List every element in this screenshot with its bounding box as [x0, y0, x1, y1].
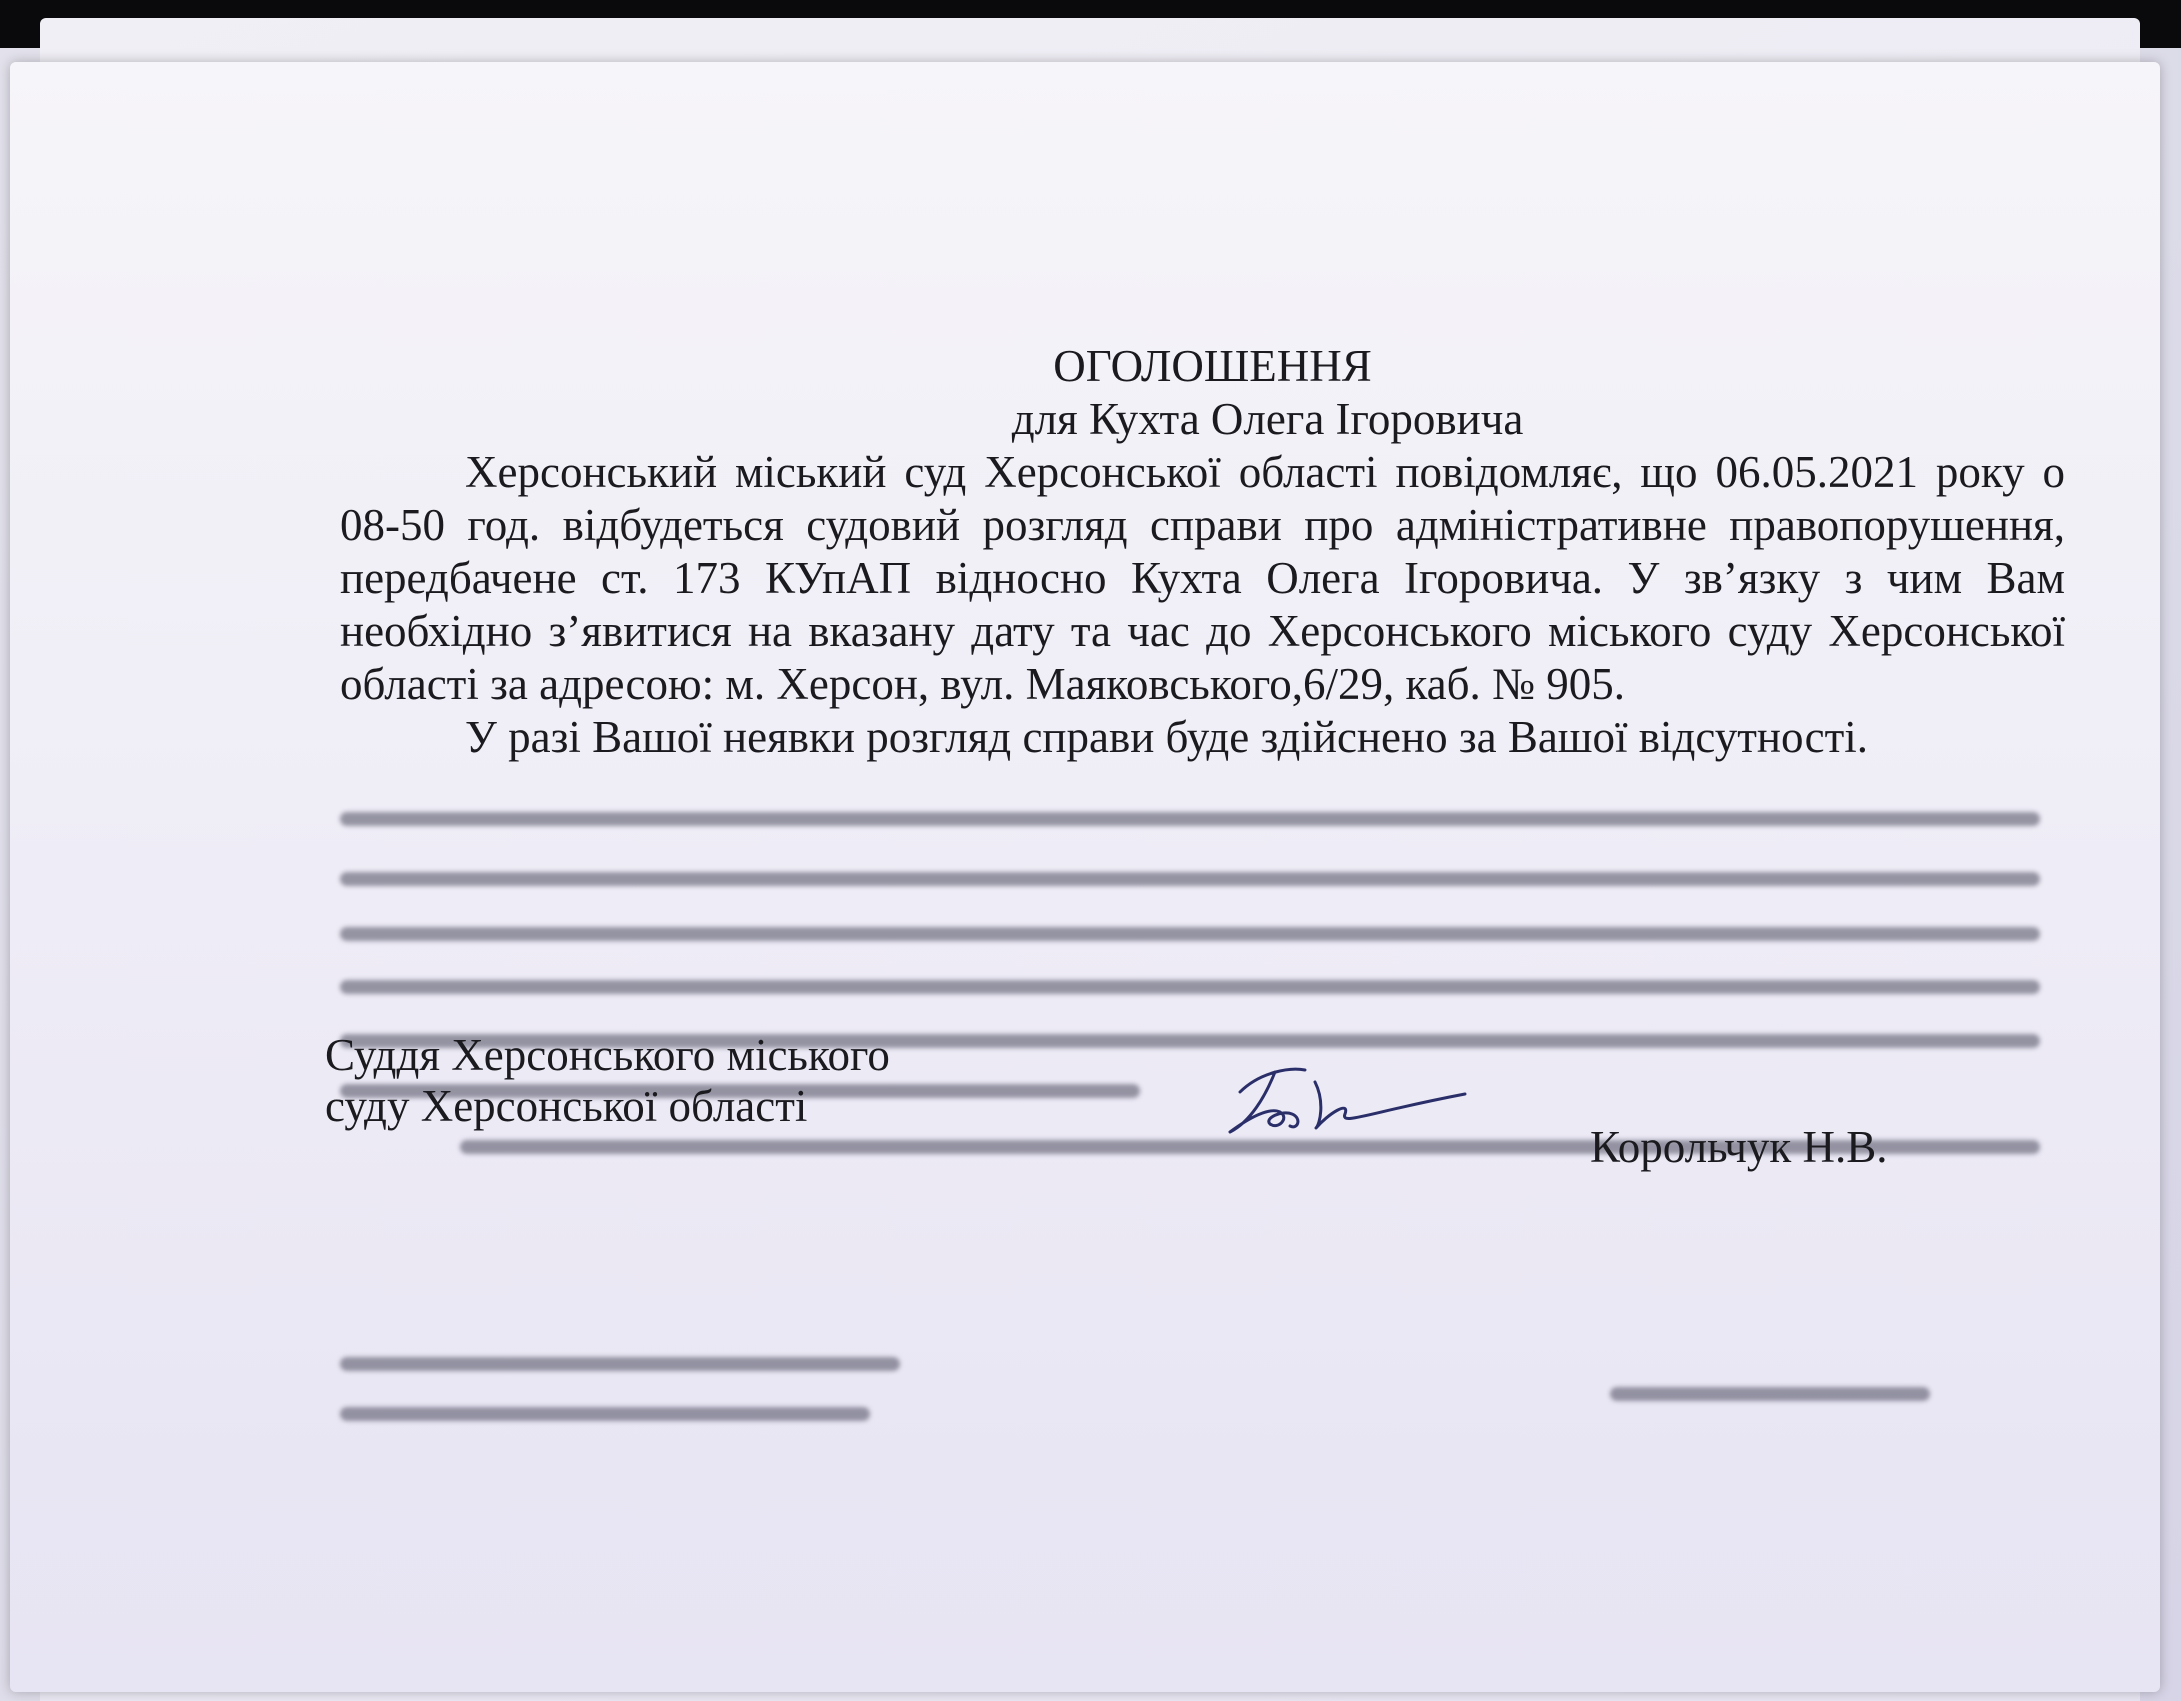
document-page — [10, 62, 2160, 1692]
notice-paragraph-2: У разі Вашої неявки розгляд справи буде здійснено за Вашої відсутності. — [465, 712, 1868, 762]
judge-title-line-2: суду Херсонської області — [325, 1081, 808, 1131]
notice-paragraph-1: Херсонський міський суд Херсонської області повідомляє, що 06.05.2021 року о 08-50 год. відбудеться судовий розгляд справи про адміністративне правопорушення, передбачене ст. 173 КУпАП відносно Кухта Олега Ігоровича. У зв’язку з чим Вам необхідно з’явитися на вказану дату та час до Херсонського міського суду Херсонської області за адресою: м. Херсон, вул. Маяковського,6/29, каб. № 905. — [340, 447, 2065, 709]
handwritten-signature — [1220, 1052, 1470, 1142]
notice-body — [340, 340, 2065, 764]
signer-name: Корольчук Н.В. — [1590, 1122, 1888, 1172]
notice-recipient: для Кухта Олега Ігоровича — [1011, 394, 1524, 444]
judge-title-line-1: Суддя Херсонського міського — [325, 1030, 890, 1080]
notice-title: ОГОЛОШЕННЯ — [1053, 341, 1372, 391]
judge-title-block — [325, 1030, 890, 1132]
